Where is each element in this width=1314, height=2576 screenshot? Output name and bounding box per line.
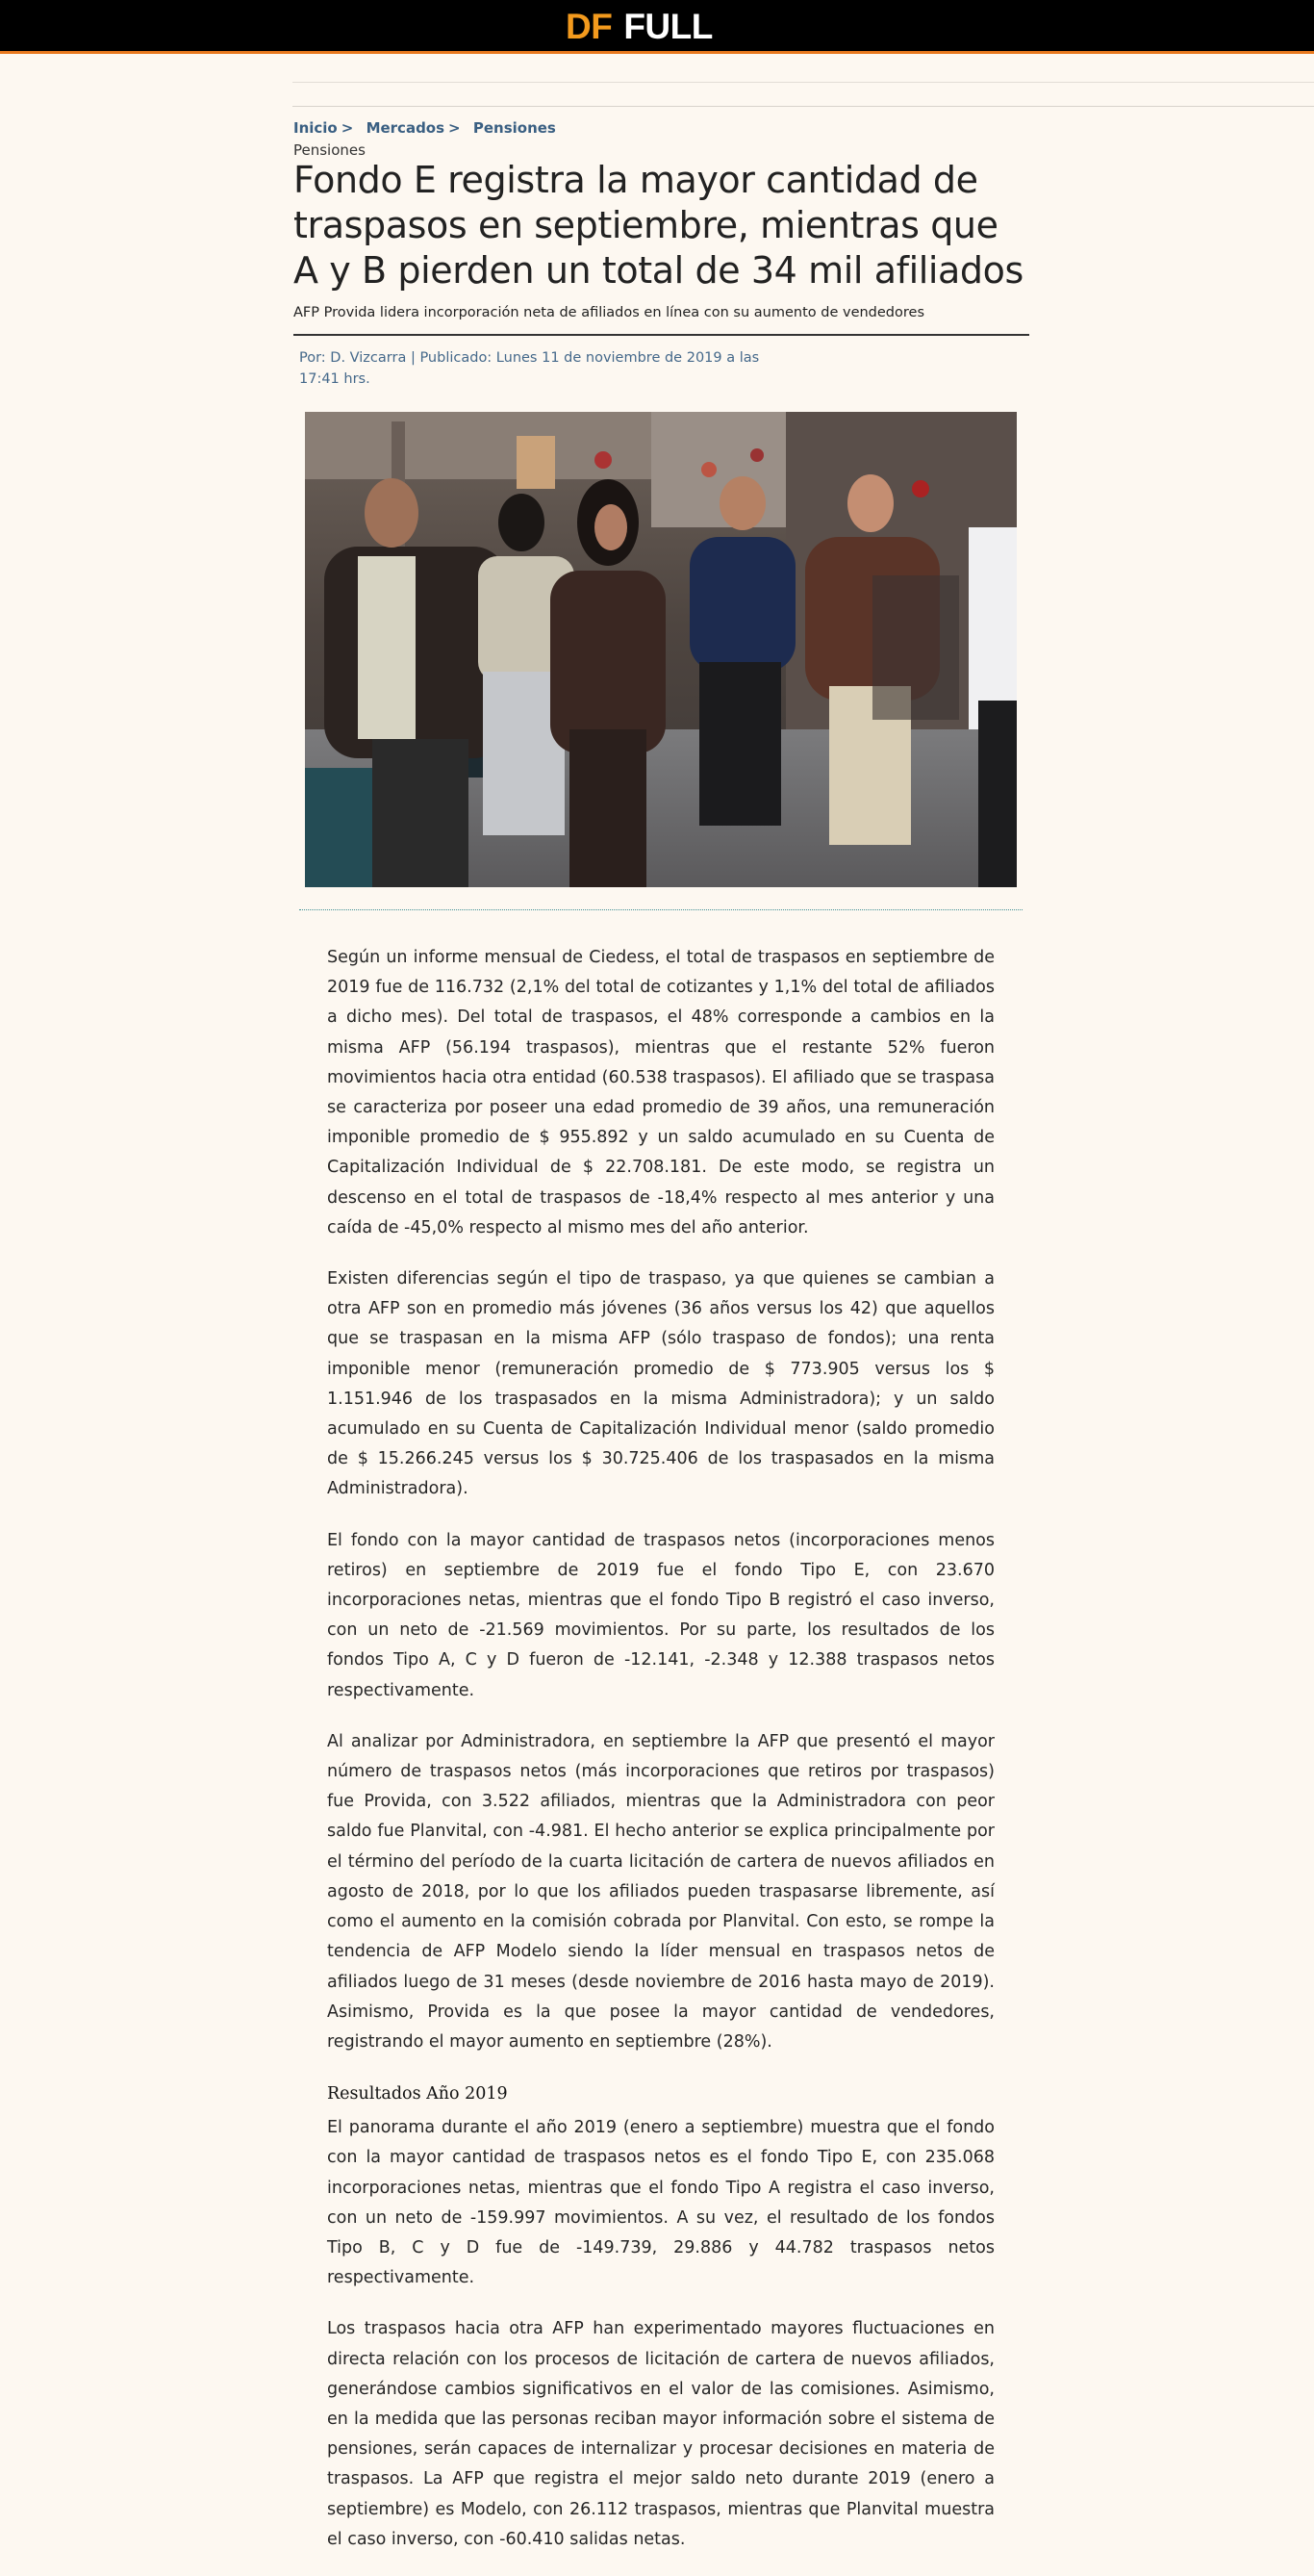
article-headline: Fondo E registra la mayor cantidad de traspasos en septiembre, mientras que A y B pierden un total de 34 mil afiliados xyxy=(293,159,1023,292)
header-divider-2 xyxy=(292,106,1314,107)
logo-df: DF xyxy=(566,7,613,46)
paragraph: Los traspasos hacia otra AFP han experimentado mayores fluctuaciones en directa relación con los procesos de licitación de cartera de nuevos afiliados, generándose cambios significativos en el valor de las comisiones. Asimismo, en la medida que las personas reciban mayor información sobre el sistema de pensiones, serán capaces de internalizar y procesar decisiones en materia de traspasos. La AFP que registra el mejor saldo neto durante 2019 (enero a septiembre) es Modelo, con 26.112 traspasos, mientras que Planvital muestra el caso inverso, con -60.410 salidas netas. xyxy=(327,2319,995,2549)
headline-rule xyxy=(293,334,1029,336)
section-label: Pensiones xyxy=(293,141,366,159)
logo-full: FULL xyxy=(623,7,713,46)
paragraph: Existen diferencias según el tipo de traspaso, ya que quienes se cambian a otra AFP son en promedio más jóvenes (36 años versus los 42) que aquellos que se traspasan en la misma AFP (sólo traspaso de fondos); una renta imponible menor (remuneración promedio de $ 773.905 versus los $ 1.151.946 de los traspasados en la misma Administradora); y un saldo acumulado en su Cuenta de Capitalización Individual menor (saldo promedio de $ 15.266.245 versus los $ 30.725.406 de los traspasados en la misma Administradora). xyxy=(327,1269,995,1499)
article-body xyxy=(327,943,995,2576)
breadcrumb xyxy=(293,118,556,138)
top-bar xyxy=(0,0,1314,54)
paragraph: Según un informe mensual de Ciedess, el total de traspasos en septiembre de 2019 fue de 116.732 (2,1% del total de cotizantes y 1,1% del total de afiliados a dicho mes). Del total de traspasos, el 48% corresponde a cambios en la misma AFP (56.194 traspasos), mientras que el restante 52% fueron movimientos hacia otra entidad (60.538 traspasos). El afiliado que se traspasa se caracteriza por poseer una edad promedio de 39 años, una remuneración imponible promedio de $ 955.892 y un saldo acumulado en su Cuenta de Capitalización Individual de $ 22.708.181. De este modo, se registra un descenso en el total de traspasos de -18,4% respecto al mes anterior y una caída de -45,0% respecto al mismo mes del año anterior. xyxy=(327,948,995,1237)
paragraph: El panorama durante el año 2019 (enero a septiembre) muestra que el fondo con la mayor cantidad de traspasos netos es el fondo Tipo E, con 235.068 incorporaciones netas, mientras que el fondo Tipo A registra el caso inverso, con un neto de -159.997 movimientos. A su vez, el resultado de los fondos Tipo B, C y D fue de -149.739, 29.886 y 44.782 traspasos netos respectivamente. xyxy=(327,2118,995,2288)
breadcrumb-separator: > xyxy=(448,119,461,137)
section-heading: Resultados Año 2019 xyxy=(327,2084,508,2104)
breadcrumb-mercados[interactable]: Mercados xyxy=(366,119,445,137)
header-divider xyxy=(292,82,1314,83)
breadcrumb-pensiones[interactable]: Pensiones xyxy=(472,119,556,137)
df-full-logo[interactable] xyxy=(566,6,713,48)
article-byline: Por: D. Vizcarra | Publicado: Lunes 11 de noviembre de 2019 a las 17:41 hrs. xyxy=(299,350,760,387)
breadcrumb-inicio[interactable]: Inicio xyxy=(293,119,338,137)
paragraph: Al analizar por Administradora, en septiembre la AFP que presentó el mayor número de traspasos netos (más incorporaciones que retiros por traspasos) fue Provida, con 3.522 afiliados, mientras que la Administradora con peor saldo fue Planvital, con -4.981. El hecho anterior se explica principalmente por el término del período de la cuarta licitación de cartera de nuevos afiliados en agosto de 2018, por lo que los afiliados pueden traspasarse libremente, así como el aumento en la comisión cobrada por Planvital. Con esto, se rompe la tendencia de AFP Modelo siendo la líder mensual en traspasos netos de afiliados luego de 31 meses (desde noviembre de 2016 hasta mayo de 2019). Asimismo, Provida es la que posee la mayor cantidad de vendedores, registrando el mayor aumento en septiembre (28%). xyxy=(327,1731,995,2052)
article-photo xyxy=(305,412,1017,887)
breadcrumb-separator: > xyxy=(341,119,354,137)
paragraph: El fondo con la mayor cantidad de traspasos netos (incorporaciones menos retiros) en septiembre de 2019 fue el fondo Tipo E, con 23.670 incorporaciones netas, mientras que el fondo Tipo B registró el caso inverso, con un neto de -21.569 movimientos. Por su parte, los resultados de los fondos Tipo A, C y D fueron de -12.141, -2.348 y 12.388 traspasos netos respectivamente. xyxy=(327,1530,995,1700)
photo-divider xyxy=(299,909,1023,910)
article-subtitle: AFP Provida lidera incorporación neta de afiliados en línea con su aumento de vendedores xyxy=(293,305,925,320)
